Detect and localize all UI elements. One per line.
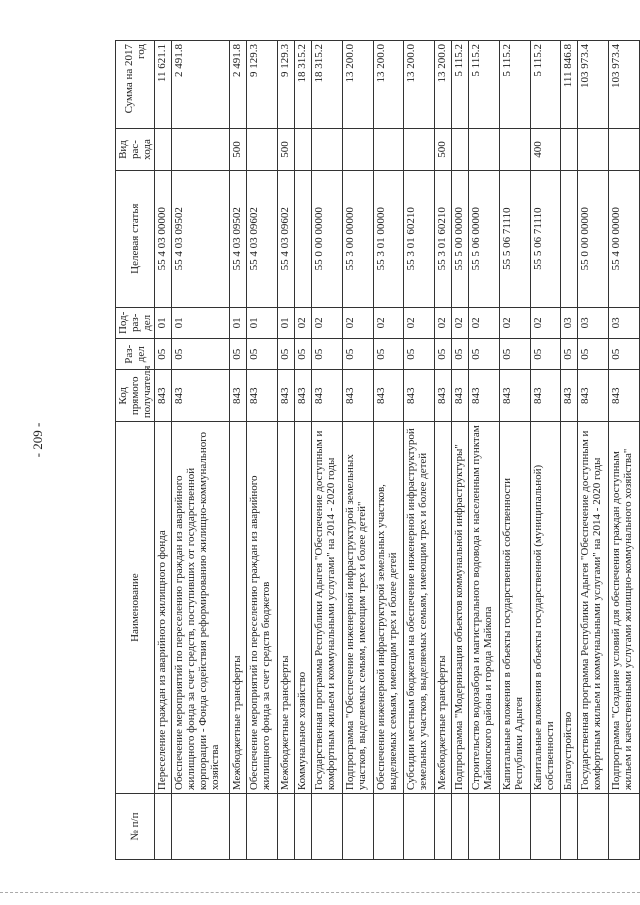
cell-sum: 13 200.0: [342, 41, 373, 129]
cell-sum: 5 115.2: [530, 41, 561, 129]
cell-code: 843: [172, 370, 230, 422]
cell-razdel: 05: [578, 339, 609, 370]
cell-code: 843: [312, 370, 343, 422]
cell-name: Подпрограмма "Обеспечение инженерной инфраструктурой земельных участков, выделяемых семьям, имеющим трех и более детей": [342, 422, 373, 794]
cell-statya: 55 4 03 09602: [247, 170, 278, 307]
header-podrazdel: Под-раз-дел: [116, 307, 155, 338]
cell-statya: 55 0 00 00000: [312, 170, 343, 307]
cell-sum: 2 491.8: [172, 41, 230, 129]
table-row: [404, 41, 435, 860]
table-row: [155, 41, 172, 860]
cell-name: Подпрограмма "Создание условий для обеспечения граждан доступным жильем и качественными услугами жилищно-коммунального хозяйства": [609, 422, 640, 794]
cell-razdel: 05: [561, 339, 578, 370]
cell-name: Переселение граждан из аварийного жилищного фонда: [155, 422, 172, 794]
table-row: [277, 41, 294, 860]
cell-razdel: 05: [277, 339, 294, 370]
cell-podrazdel: 02: [373, 307, 404, 338]
table-row: [342, 41, 373, 860]
cell-podrazdel: 02: [434, 307, 451, 338]
cell-sum: 2 491.8: [230, 41, 247, 129]
cell-num: [172, 794, 230, 860]
cell-vid: [172, 129, 230, 171]
cell-num: [373, 794, 404, 860]
table-row: [499, 41, 530, 860]
cell-sum: 9 129.3: [247, 41, 278, 129]
table-row: [469, 41, 500, 860]
cell-sum: 13 200.0: [373, 41, 404, 129]
cell-vid: [247, 129, 278, 171]
cell-name: Обеспечение инженерной инфраструктурой земельных участков, выделяемых семьям, имеющим трех и более детей: [373, 422, 404, 794]
cell-razdel: 05: [342, 339, 373, 370]
cell-name: Межбюджетные трансферты: [434, 422, 451, 794]
cell-vid: [312, 129, 343, 171]
cell-num: [155, 794, 172, 860]
cell-name: Благоустройство: [561, 422, 578, 794]
cell-vid: [404, 129, 435, 171]
cell-vid: [561, 129, 578, 171]
cell-vid: 400: [530, 129, 561, 171]
cell-statya: 55 5 06 71110: [499, 170, 530, 307]
cell-sum: 103 973.4: [609, 41, 640, 129]
header-sum: Сумма на 2017 год: [116, 41, 155, 129]
cell-code: 843: [469, 370, 500, 422]
table-row: [294, 41, 311, 860]
cell-num: [247, 794, 278, 860]
cell-razdel: 05: [373, 339, 404, 370]
cell-vid: [342, 129, 373, 171]
cell-podrazdel: 03: [578, 307, 609, 338]
cell-code: 843: [294, 370, 311, 422]
cell-sum: 111 846.8: [561, 41, 578, 129]
cell-razdel: 05: [247, 339, 278, 370]
cell-sum: 18 315.2: [294, 41, 311, 129]
cell-vid: 500: [230, 129, 247, 171]
cell-name: Строительство водозабора и магистрального водовода к населенным пунктам Майкопского района и города Майкопа: [469, 422, 500, 794]
cell-statya: 55 4 00 00000: [609, 170, 640, 307]
page-bottom-mark: [0, 892, 640, 894]
cell-podrazdel: 02: [342, 307, 373, 338]
cell-sum: 18 315.2: [312, 41, 343, 129]
cell-statya: 55 4 03 09602: [277, 170, 294, 307]
cell-sum: 13 200.0: [404, 41, 435, 129]
cell-num: [469, 794, 500, 860]
cell-vid: [499, 129, 530, 171]
cell-num: [452, 794, 469, 860]
cell-code: 843: [373, 370, 404, 422]
cell-statya: 55 4 03 09502: [172, 170, 230, 307]
cell-statya: 55 4 03 00000: [155, 170, 172, 307]
cell-code: 843: [342, 370, 373, 422]
header-code: Код прямого получателя: [116, 370, 155, 422]
table-row: [230, 41, 247, 860]
cell-sum: 9 129.3: [277, 41, 294, 129]
cell-vid: [452, 129, 469, 171]
cell-name: Коммунальное хозяйство: [294, 422, 311, 794]
cell-razdel: 05: [452, 339, 469, 370]
cell-razdel: 05: [312, 339, 343, 370]
cell-razdel: 05: [499, 339, 530, 370]
cell-podrazdel: 01: [247, 307, 278, 338]
cell-num: [499, 794, 530, 860]
cell-code: 843: [277, 370, 294, 422]
cell-razdel: 05: [609, 339, 640, 370]
table-row: [530, 41, 561, 860]
cell-statya: 55 5 06 71110: [530, 170, 561, 307]
table-row: [247, 41, 278, 860]
cell-podrazdel: 02: [499, 307, 530, 338]
cell-podrazdel: 02: [452, 307, 469, 338]
cell-num: [434, 794, 451, 860]
cell-num: [530, 794, 561, 860]
table-row: [312, 41, 343, 860]
budget-table: [115, 40, 640, 860]
cell-name: Государственная программа Республики Адыгея "Обеспечение доступным и комфортным жильем и коммунальными услугами" на 2014 - 2020 годы: [578, 422, 609, 794]
cell-razdel: 05: [404, 339, 435, 370]
cell-vid: [294, 129, 311, 171]
cell-statya: 55 0 00 00000: [578, 170, 609, 307]
table-row: [373, 41, 404, 860]
header-razdel: Раз-дел: [116, 339, 155, 370]
cell-vid: [578, 129, 609, 171]
cell-code: 843: [609, 370, 640, 422]
cell-podrazdel: 01: [172, 307, 230, 338]
cell-code: 843: [499, 370, 530, 422]
cell-code: 843: [452, 370, 469, 422]
cell-statya: [294, 170, 311, 307]
cell-vid: [373, 129, 404, 171]
cell-sum: 11 621.1: [155, 41, 172, 129]
cell-razdel: 05: [155, 339, 172, 370]
cell-sum: 13 200.0: [434, 41, 451, 129]
cell-statya: 55 5 06 00000: [469, 170, 500, 307]
cell-name: Обеспечение мероприятий по переселению граждан из аварийного жилищного фонда за счет средств бюджетов: [247, 422, 278, 794]
cell-razdel: 05: [294, 339, 311, 370]
cell-podrazdel: 03: [609, 307, 640, 338]
cell-vid: [155, 129, 172, 171]
cell-code: 843: [561, 370, 578, 422]
cell-statya: 55 3 01 60210: [434, 170, 451, 307]
cell-vid: [469, 129, 500, 171]
cell-num: [578, 794, 609, 860]
header-vid: Вид рас-хода: [116, 129, 155, 171]
cell-code: 843: [578, 370, 609, 422]
cell-num: [277, 794, 294, 860]
cell-name: Государственная программа Республики Адыгея "Обеспечение доступным и комфортным жильем и коммунальными услугами" на 2014 - 2020 годы: [312, 422, 343, 794]
cell-name: Капитальные вложения в объекты государственной (муниципальной) собственности: [530, 422, 561, 794]
cell-podrazdel: 03: [561, 307, 578, 338]
cell-name: Межбюджетные трансферты: [230, 422, 247, 794]
cell-num: [230, 794, 247, 860]
cell-podrazdel: 02: [530, 307, 561, 338]
cell-statya: 55 5 00 00000: [452, 170, 469, 307]
cell-razdel: 05: [434, 339, 451, 370]
header-statya: Целевая статья: [116, 170, 155, 307]
cell-statya: 55 3 01 00000: [373, 170, 404, 307]
cell-code: 843: [530, 370, 561, 422]
table-row: [561, 41, 578, 860]
cell-podrazdel: 02: [312, 307, 343, 338]
cell-sum: 5 115.2: [452, 41, 469, 129]
page-number: - 209 -: [30, 422, 45, 458]
header-num: № п/п: [116, 794, 155, 860]
cell-razdel: 05: [530, 339, 561, 370]
cell-code: 843: [155, 370, 172, 422]
cell-name: Субсидии местным бюджетам на обеспечение инженерной инфраструктурой земельных участков, выделяемых семьям, имеющим трех и более детей: [404, 422, 435, 794]
table-row: [609, 41, 640, 860]
cell-vid: 500: [434, 129, 451, 171]
cell-podrazdel: 01: [230, 307, 247, 338]
cell-razdel: 05: [230, 339, 247, 370]
cell-code: 843: [434, 370, 451, 422]
table-row: [452, 41, 469, 860]
cell-code: 843: [404, 370, 435, 422]
cell-name: Межбюджетные трансферты: [277, 422, 294, 794]
cell-statya: 55 4 03 09502: [230, 170, 247, 307]
cell-sum: 103 973.4: [578, 41, 609, 129]
table-row: [434, 41, 451, 860]
cell-podrazdel: 02: [404, 307, 435, 338]
cell-sum: 5 115.2: [469, 41, 500, 129]
cell-num: [561, 794, 578, 860]
cell-statya: 55 3 00 00000: [342, 170, 373, 307]
cell-num: [312, 794, 343, 860]
cell-razdel: 05: [469, 339, 500, 370]
cell-statya: 55 3 01 60210: [404, 170, 435, 307]
cell-code: 843: [247, 370, 278, 422]
cell-num: [342, 794, 373, 860]
cell-sum: 5 115.2: [499, 41, 530, 129]
cell-num: [609, 794, 640, 860]
cell-code: 843: [230, 370, 247, 422]
cell-num: [294, 794, 311, 860]
cell-podrazdel: 02: [469, 307, 500, 338]
cell-num: [404, 794, 435, 860]
budget-table-container: [115, 40, 640, 860]
cell-vid: 500: [277, 129, 294, 171]
cell-name: Обеспечение мероприятий по переселению граждан из аварийного жилищного фонда за счет средств, поступивших от государственной корпорации - Фонда содействия реформированию жилищно-коммунального хозяйства: [172, 422, 230, 794]
table-header-row: [116, 41, 155, 860]
cell-podrazdel: 01: [277, 307, 294, 338]
cell-razdel: 05: [172, 339, 230, 370]
cell-name: Подпрограмма "Модернизация объектов коммунальной инфраструктуры": [452, 422, 469, 794]
cell-statya: [561, 170, 578, 307]
header-name: Наименование: [116, 422, 155, 794]
cell-vid: [609, 129, 640, 171]
table-row: [172, 41, 230, 860]
cell-podrazdel: 02: [294, 307, 311, 338]
cell-name: Капитальные вложения в объекты государственной собственности Республики Адыгея: [499, 422, 530, 794]
table-row: [578, 41, 609, 860]
cell-podrazdel: 01: [155, 307, 172, 338]
